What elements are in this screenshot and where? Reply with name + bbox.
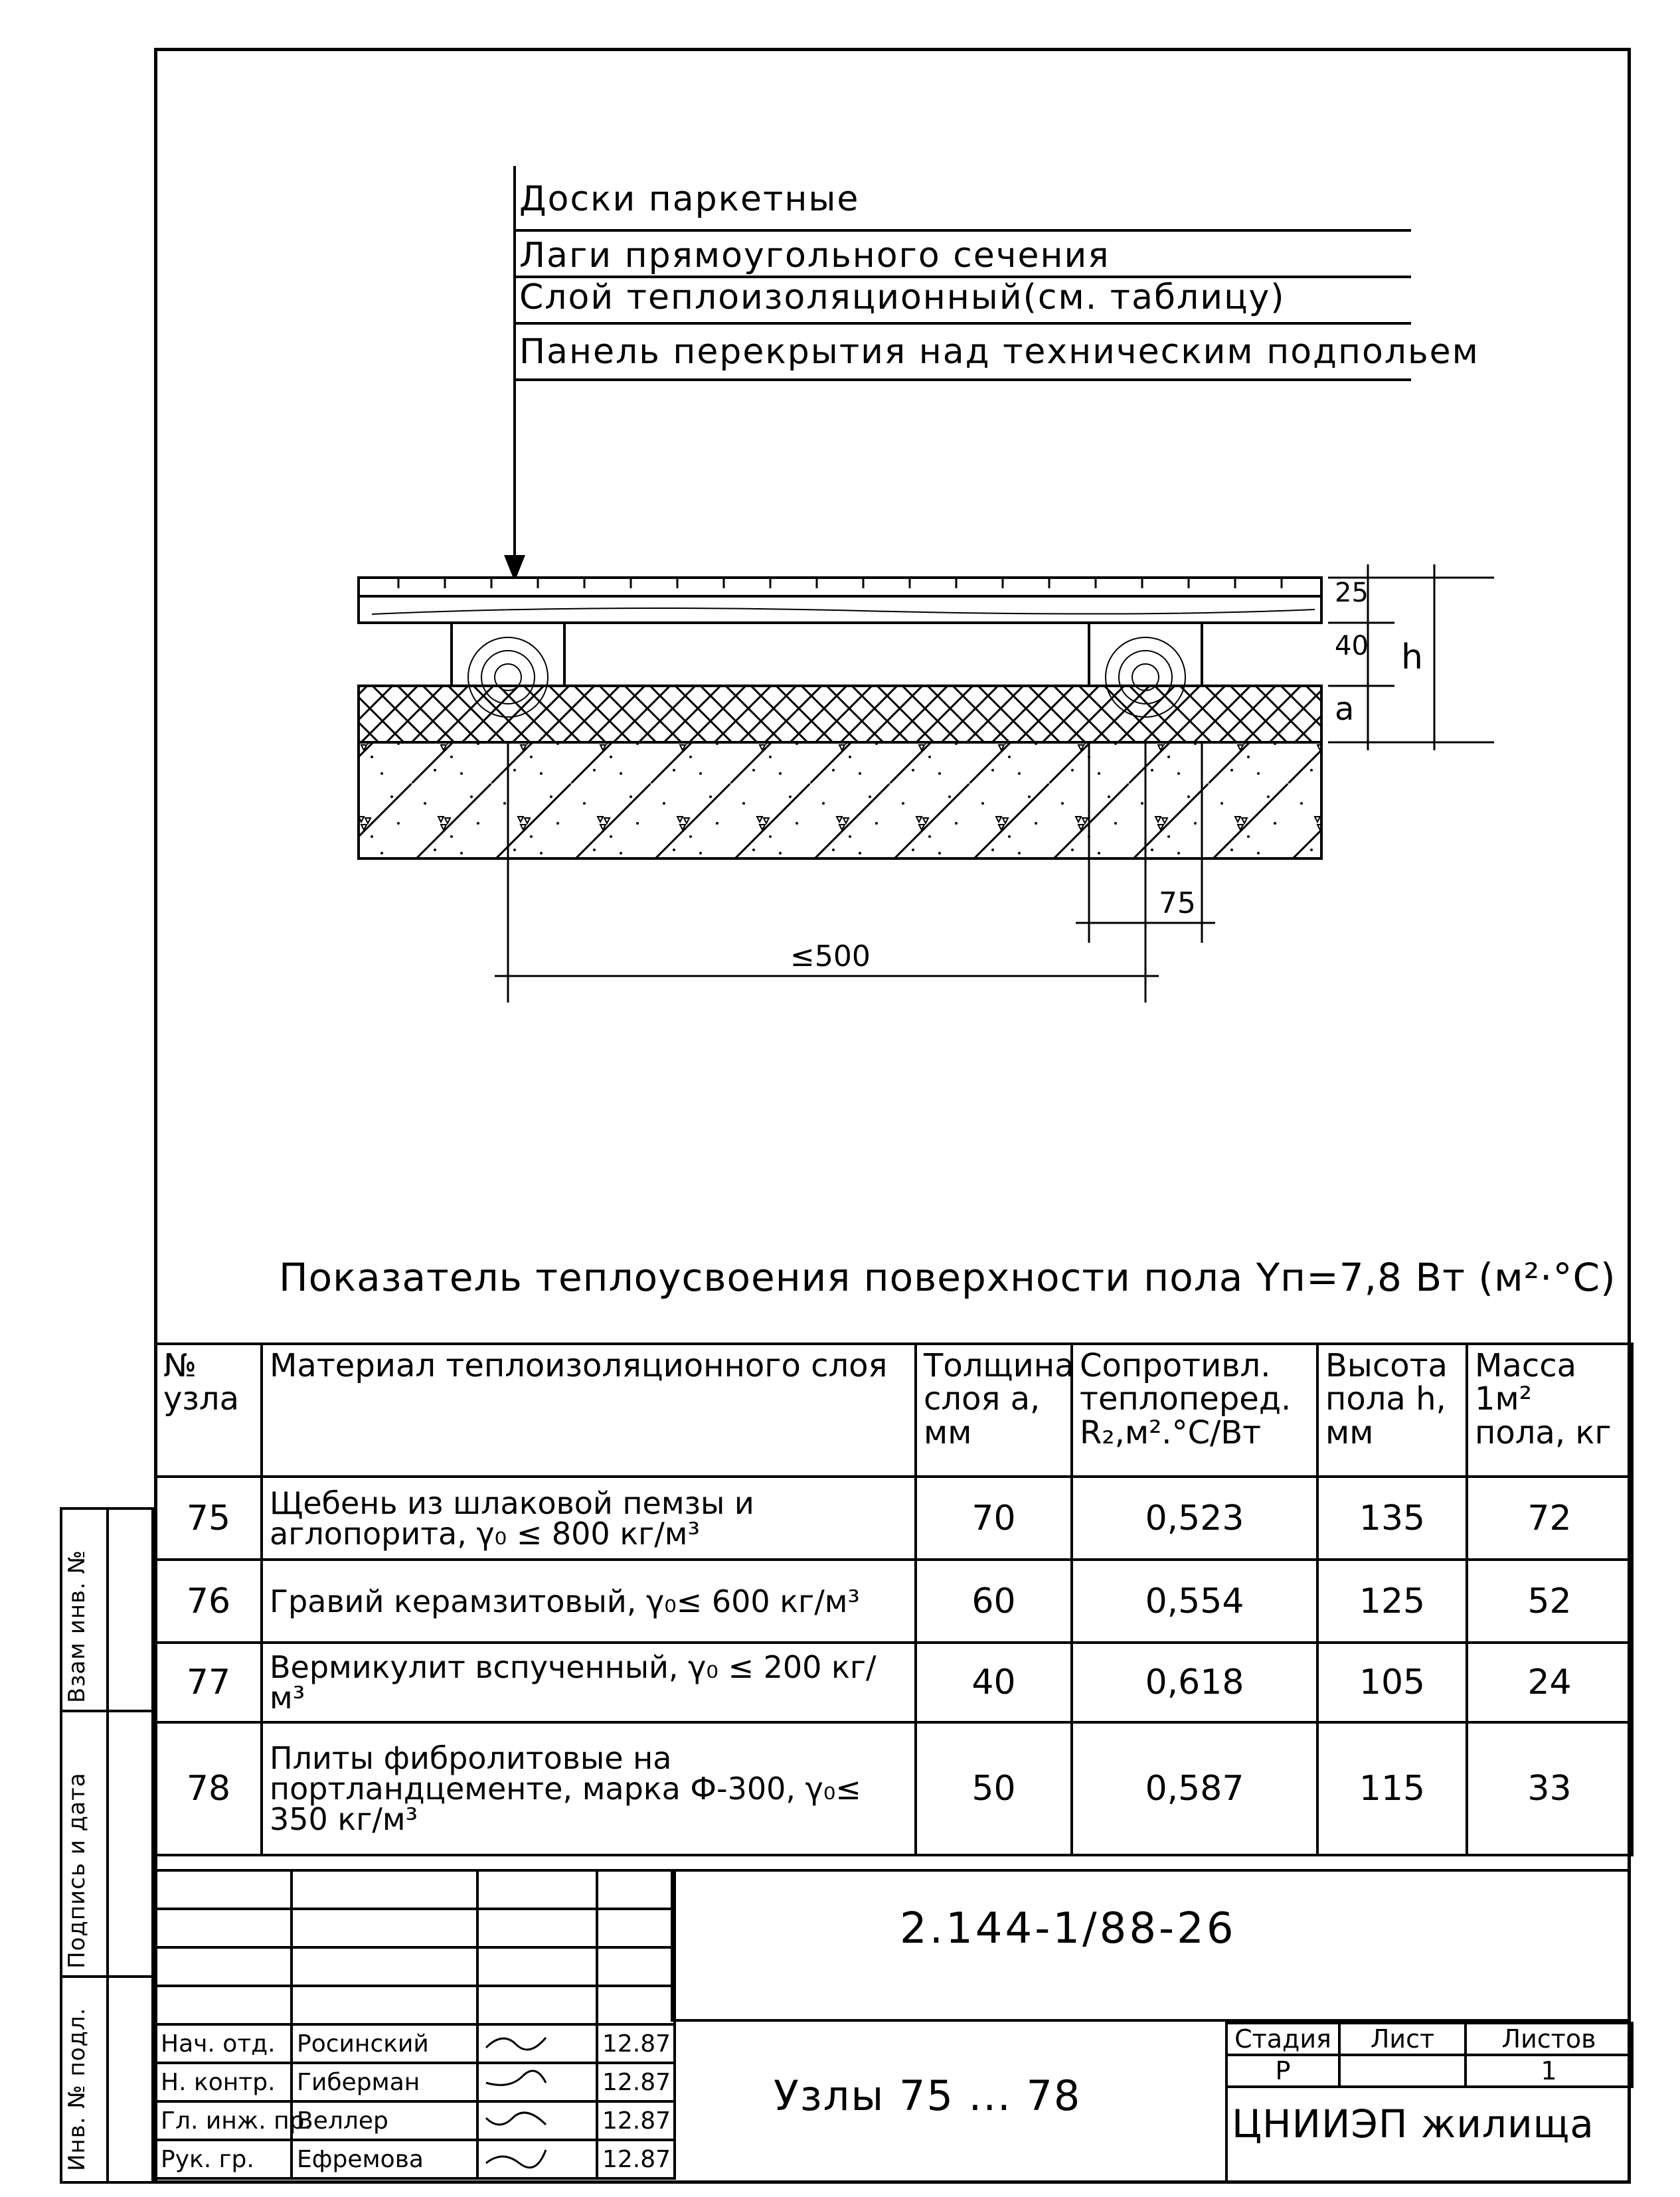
stamp-signature xyxy=(477,2101,597,2140)
stamp-signatures xyxy=(154,1869,676,2180)
stamp-name: Веллер xyxy=(292,2101,477,2140)
cell-material: Вермикулит вспученный, γ₀ ≤ 200 кг/м³ xyxy=(262,1643,916,1722)
dim-75: 75 xyxy=(1159,886,1196,920)
label-underline-3 xyxy=(513,322,1411,325)
cell-thickness: 60 xyxy=(916,1560,1072,1643)
stamp-date: 12.87 xyxy=(597,2024,675,2063)
leader-vertical-line xyxy=(513,166,516,558)
insulation-table xyxy=(154,1343,1634,1856)
cell-resistance: 0,554 xyxy=(1072,1560,1317,1643)
col-mass: Масса 1м² пола, кг xyxy=(1467,1344,1632,1477)
cell-height: 115 xyxy=(1317,1722,1467,1855)
side-label-replacement-inv: Взам инв. № xyxy=(64,1549,90,1703)
sheet-value xyxy=(1339,2055,1466,2087)
label-insulation-layer: Слой теплоизоляционный(см. таблицу) xyxy=(519,278,1286,317)
stamp-role: Н. контр. xyxy=(155,2063,292,2101)
table-row xyxy=(155,1560,1632,1643)
stamp-date: 12.87 xyxy=(597,2101,675,2140)
stamp-date: 12.87 xyxy=(597,2140,675,2178)
cell-height: 105 xyxy=(1317,1643,1467,1722)
cell-height: 135 xyxy=(1317,1477,1467,1560)
table-row xyxy=(155,1643,1632,1722)
cell-thickness: 50 xyxy=(916,1722,1072,1855)
col-material: Материал теплоизоляционного слоя xyxy=(262,1344,916,1477)
cell-material: Плиты фибролитовые на портландцементе, марка Ф-300, γ₀≤ 350 кг/м³ xyxy=(262,1722,916,1855)
cell-mass: 24 xyxy=(1467,1643,1632,1722)
col-height: Высота пола h, мм xyxy=(1317,1344,1467,1477)
document-code: 2.144-1/88-26 xyxy=(900,1904,1236,1953)
cell-resistance: 0,618 xyxy=(1072,1643,1317,1722)
table-row xyxy=(155,1477,1632,1560)
label-joists: Лаги прямоугольного сечения xyxy=(519,236,1110,276)
label-parquet-boards: Доски паркетные xyxy=(519,179,860,219)
sheets-value: 1 xyxy=(1466,2055,1632,2087)
stage-value: Р xyxy=(1226,2055,1339,2087)
stamp-signature xyxy=(477,2024,597,2063)
cell-node: 75 xyxy=(155,1477,262,1560)
stamp-name: Росинский xyxy=(292,2024,477,2063)
label-underline-4 xyxy=(513,378,1411,381)
col-node: № узла xyxy=(155,1344,262,1477)
stage-label: Стадия xyxy=(1226,2023,1339,2055)
dim-h: h xyxy=(1401,637,1423,677)
label-underline-1 xyxy=(513,229,1411,232)
cell-node: 78 xyxy=(155,1722,262,1855)
thermal-caption: Показатель теплоусвоения поверхности пола Yп=7,8 Вт (м²·°С) xyxy=(279,1255,1616,1300)
cell-resistance: 0,523 xyxy=(1072,1477,1317,1560)
side-label-signature-date: Подпись и дата xyxy=(64,1772,90,1969)
stamp-name: Ефремова xyxy=(292,2140,477,2178)
cell-mass: 33 xyxy=(1467,1722,1632,1855)
stamp-role: Рук. гр. xyxy=(155,2140,292,2178)
cell-node: 77 xyxy=(155,1643,262,1722)
side-label-inventory-original: Инв. № подл. xyxy=(64,2007,90,2171)
col-thickness: Толщина слоя a, мм xyxy=(916,1344,1072,1477)
drawing-title: Узлы 75 ... 78 xyxy=(774,2072,1082,2120)
stamp-stage-table xyxy=(1225,2022,1634,2088)
cell-height: 125 xyxy=(1317,1560,1467,1643)
dim-25: 25 xyxy=(1335,578,1369,608)
stamp-role: Нач. отд. xyxy=(155,2024,292,2063)
stamp-signature xyxy=(477,2063,597,2101)
organization-name: ЦНИИЭП жилища xyxy=(1232,2101,1594,2147)
dim-500: ≤500 xyxy=(790,939,871,973)
dim-a: a xyxy=(1335,691,1355,728)
stamp-signature xyxy=(477,2140,597,2178)
dim-40: 40 xyxy=(1335,631,1369,661)
cell-material: Гравий керамзитовый, γ₀≤ 600 кг/м³ xyxy=(262,1560,916,1643)
cell-mass: 72 xyxy=(1467,1477,1632,1560)
cell-node: 76 xyxy=(155,1560,262,1643)
cell-material: Щебень из шлаковой пемзы и аглопорита, γ₀ ≤ 800 кг/м³ xyxy=(262,1477,916,1560)
side-divider-v xyxy=(106,1507,109,2184)
table-header-row xyxy=(155,1344,1632,1477)
cell-mass: 52 xyxy=(1467,1560,1632,1643)
sheet-label: Лист xyxy=(1339,2023,1466,2055)
stamp-role: Гл. инж. пр. xyxy=(155,2101,292,2140)
label-floor-panel: Панель перекрытия над техническим подпольем xyxy=(519,332,1479,372)
cell-thickness: 40 xyxy=(916,1643,1072,1722)
table-row xyxy=(155,1722,1632,1855)
stamp-name: Гиберман xyxy=(292,2063,477,2101)
col-resistance: Сопротивл. теплоперед. R₂,м².°С/Вт xyxy=(1072,1344,1317,1477)
cell-thickness: 70 xyxy=(916,1477,1072,1560)
stamp-date: 12.87 xyxy=(597,2063,675,2101)
sheets-label: Листов xyxy=(1466,2023,1632,2055)
cell-resistance: 0,587 xyxy=(1072,1722,1317,1855)
floor-section-drawing xyxy=(332,544,1494,1022)
